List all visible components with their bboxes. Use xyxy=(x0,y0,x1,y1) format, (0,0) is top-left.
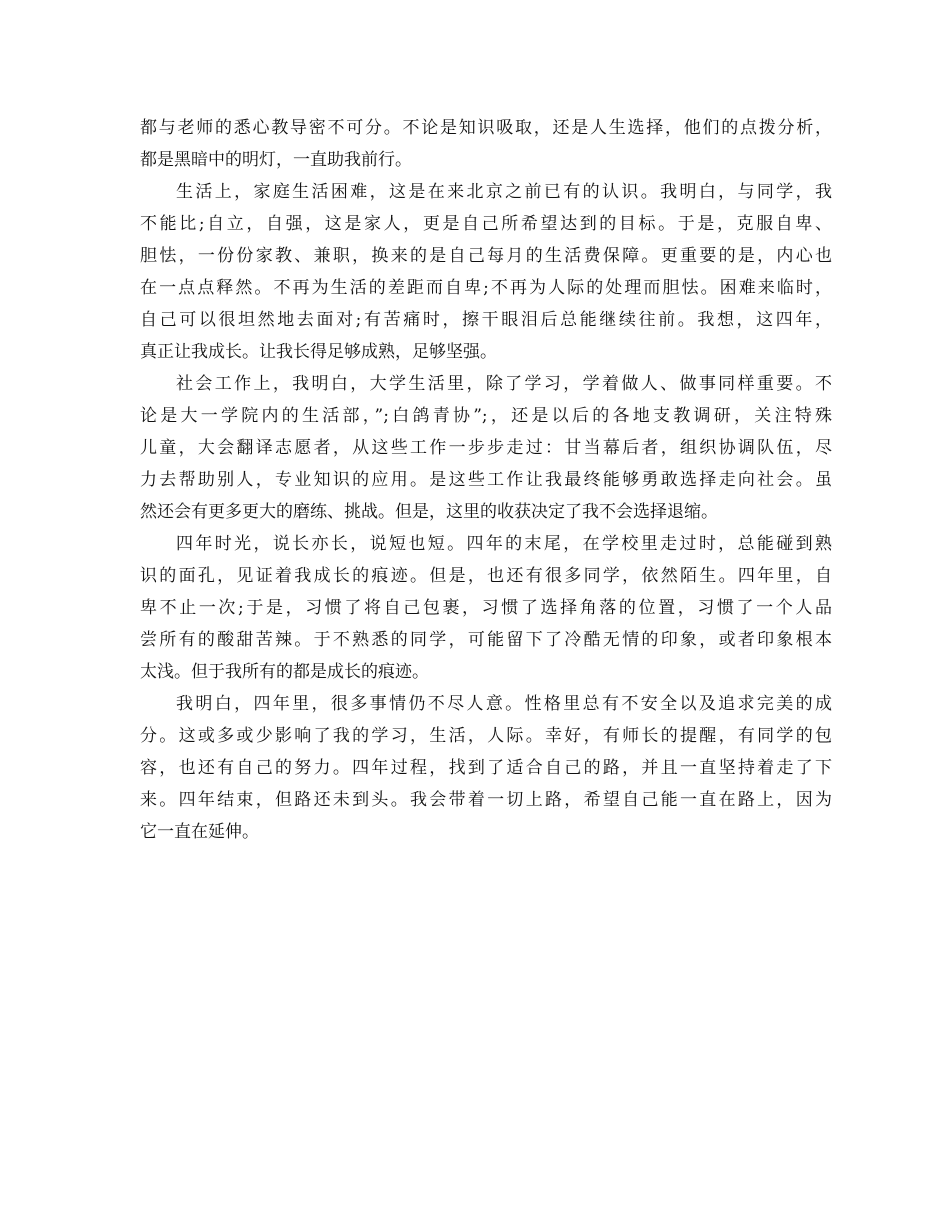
text-line: 都是黑暗中的明灯，一直助我前行。 xyxy=(140,150,412,170)
text-line: 在一点点释然。不再为生活的差距而自卑;不再为人际的处理而胆怯。困难来临时， xyxy=(140,278,832,298)
text-line: 然还会有更多更大的磨练、挑战。但是，这里的收获决定了我不会选择退缩。 xyxy=(140,502,718,522)
text-line: 太浅。但于我所有的都是成长的痕迹。 xyxy=(140,662,429,682)
text-line: 论是大一学院内的生活部，”;白鸽青协”;，还是以后的各地支教调研，关注特殊 xyxy=(140,406,832,426)
document-body xyxy=(140,112,832,848)
text-line: 真正让我成长。让我长得足够成熟，足够坚强。 xyxy=(140,342,497,362)
paragraph-3 xyxy=(140,368,832,528)
text-line: 分。这或多或少影响了我的学习，生活，人际。幸好，有师长的提醒，有同学的包 xyxy=(140,726,832,746)
text-line: 尝所有的酸甜苦辣。于不熟悉的同学，可能留下了冷酷无情的印象，或者印象根本 xyxy=(140,630,832,650)
text-line: 我明白，四年里，很多事情仍不尽人意。性格里总有不安全以及追求完美的成 xyxy=(176,694,832,714)
text-line: 力去帮助别人，专业知识的应用。是这些工作让我最终能够勇敢选择走向社会。虽 xyxy=(140,470,832,490)
text-line: 识的面孔，见证着我成长的痕迹。但是，也还有很多同学，依然陌生。四年里，自 xyxy=(140,566,832,586)
paragraph-2 xyxy=(140,176,832,368)
text-line: 四年时光，说长亦长，说短也短。四年的末尾，在学校里走过时，总能碰到熟 xyxy=(176,534,832,554)
text-line: 来。四年结束，但路还未到头。我会带着一切上路，希望自己能一直在路上，因为 xyxy=(140,790,832,810)
text-line: 胆怯，一份份家教、兼职，换来的是自己每月的生活费保障。更重要的是，内心也 xyxy=(140,246,832,266)
text-line: 它一直在延伸。 xyxy=(140,822,259,842)
text-line: 儿童，大会翻译志愿者，从这些工作一步步走过：甘当幕后者，组织协调队伍，尽 xyxy=(140,438,832,458)
text-line: 容，也还有自己的努力。四年过程，找到了适合自己的路，并且一直坚持着走了下 xyxy=(140,758,832,778)
text-line: 自己可以很坦然地去面对;有苦痛时，擦干眼泪后总能继续往前。我想，这四年， xyxy=(140,310,832,330)
paragraph-4 xyxy=(140,528,832,688)
paragraph-5 xyxy=(140,688,832,848)
text-line: 社会工作上，我明白，大学生活里，除了学习，学着做人、做事同样重要。不 xyxy=(176,374,832,394)
text-line: 生活上，家庭生活困难，这是在来北京之前已有的认识。我明白，与同学，我 xyxy=(176,182,832,202)
text-line: 不能比;自立，自强，这是家人，更是自己所希望达到的目标。于是，克服自卑、 xyxy=(140,214,832,234)
text-line: 卑不止一次;于是，习惯了将自己包裹，习惯了选择角落的位置，习惯了一个人品 xyxy=(140,598,832,618)
paragraph-1 xyxy=(140,112,832,176)
text-line: 都与老师的悉心教导密不可分。不论是知识吸取，还是人生选择，他们的点拨分析， xyxy=(140,118,832,138)
